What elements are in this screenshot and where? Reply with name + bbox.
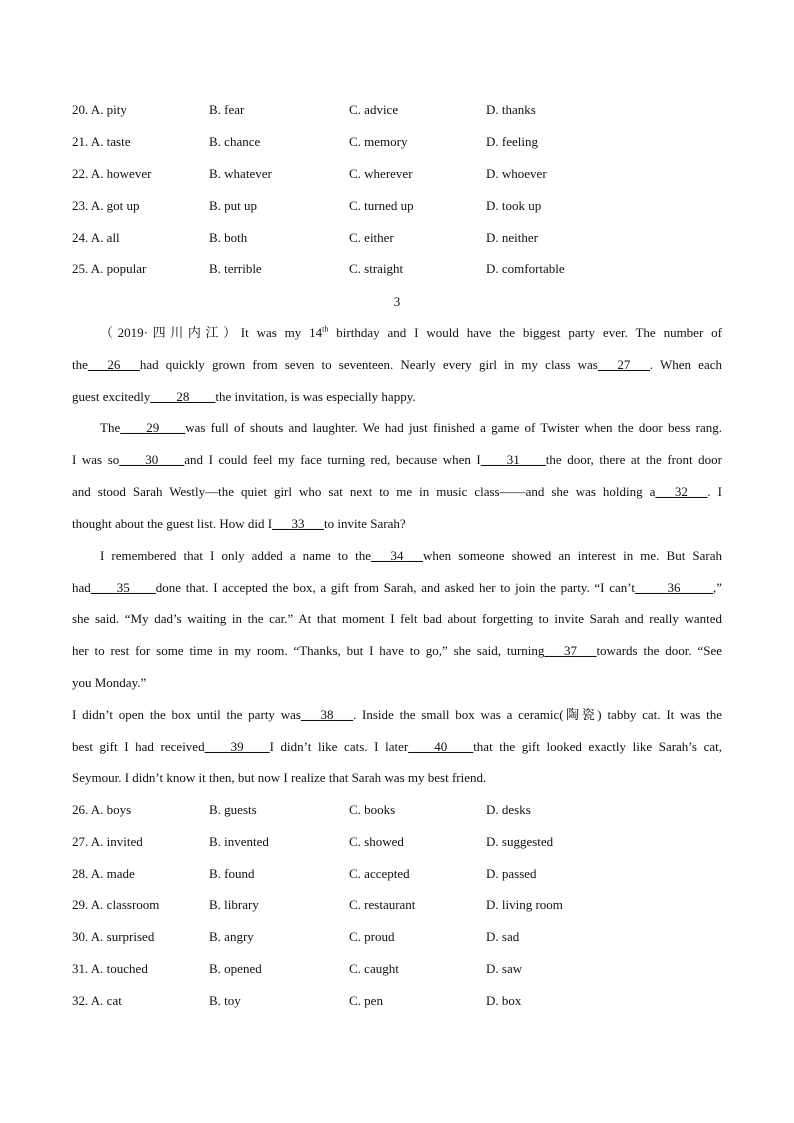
option-b: B. both (209, 230, 248, 245)
passage-line: best gift I had received____39____I didn’t like cats. I later____40____that the gift looked exactly like Sarah’s cat, (72, 739, 722, 754)
option-a: 20. A. pity (72, 102, 127, 117)
passage-line: Seymour. I didn’t know it then, but now I realize that Sarah was my best friend. (72, 770, 487, 785)
option-c: C. books (349, 802, 396, 817)
option-c: C. straight (349, 261, 404, 276)
option-c: C. advice (349, 102, 399, 117)
passage-line: the___26___had quickly grown from seven to seventeen. Nearly every girl in my class was___27___. When each (72, 357, 722, 372)
option-d: D. whoever (486, 166, 547, 181)
blank-31: ____31____ (480, 452, 546, 467)
option-b: B. put up (209, 198, 258, 213)
option-a: 25. A. popular (72, 261, 147, 276)
passage-line: had____35____done that. I accepted the box, a gift from Sarah, and asked her to join the party. “I can’t_____36_____,” (72, 580, 722, 595)
option-b: B. whatever (209, 166, 272, 181)
passage-line: The____29____was full of shouts and laughter. We had just finished a game of Twister when the door bess rang. (100, 420, 722, 435)
passage-line: she said. “My dad’s waiting in the car.” At that moment I felt bad about forgetting to invite Sarah and really wanted (72, 611, 722, 626)
option-b: B. chance (209, 134, 261, 149)
passage-line: （2019·四川内江）It was my 14th birthday and I would have the biggest party ever. The number of (100, 324, 722, 340)
blank-30: ____30____ (119, 452, 185, 467)
blank-33: ___33___ (272, 516, 325, 531)
blank-40: ____40____ (408, 739, 474, 754)
option-a: 21. A. taste (72, 134, 131, 149)
option-c: C. caught (349, 961, 399, 976)
passage-line: I remembered that I only added a name to the___34___when someone showed an interest in me. But Sarah (100, 548, 722, 563)
passage-line: thought about the guest list. How did I___33___to invite Sarah? (72, 516, 406, 531)
passage-line: I didn’t open the box until the party was___38___. Inside the small box was a ceramic(陶瓷) tabby cat. It was the (72, 707, 723, 722)
option-a: 22. A. however (72, 166, 152, 181)
option-a: 23. A. got up (72, 198, 140, 213)
option-d: D. comfortable (486, 261, 565, 276)
option-b: B. terrible (209, 261, 262, 276)
blank-27: ___27___ (597, 357, 650, 372)
option-c: C. showed (349, 834, 404, 849)
blank-29: ____29____ (120, 420, 186, 435)
option-b: B. fear (209, 102, 245, 117)
passage-line: and stood Sarah Westly—the quiet girl who sat next to me in music class——and she was holding a___32___. I (72, 484, 722, 499)
option-c: C. wherever (349, 166, 413, 181)
option-d: D. feeling (486, 134, 538, 149)
option-d: D. neither (486, 230, 538, 245)
blank-26: ___26___ (87, 357, 140, 372)
option-c: C. either (349, 230, 394, 245)
passage-line: her to rest for some time in my room. “Thanks, but I have to go,” she said, turning___37___towards the door. “See (72, 643, 722, 658)
blank-35: ____35____ (90, 580, 156, 595)
option-a: 31. A. touched (72, 961, 148, 976)
option-a: 28. A. made (72, 866, 135, 881)
blank-34: ___34___ (371, 548, 424, 563)
option-a: 24. A. all (72, 230, 120, 245)
option-b: B. angry (209, 929, 254, 944)
option-d: D. passed (486, 866, 537, 881)
option-d: D. sad (486, 929, 520, 944)
option-c: C. memory (349, 134, 408, 149)
blank-39: ____39____ (204, 739, 270, 754)
option-a: 26. A. boys (72, 802, 132, 817)
option-b: B. opened (209, 961, 262, 976)
option-d: D. suggested (486, 834, 554, 849)
option-c: C. pen (349, 993, 383, 1008)
section-number: 3 (393, 294, 401, 309)
option-d: D. saw (486, 961, 523, 976)
passage-line: guest excitedly____28____the invitation, is was especially happy. (72, 389, 416, 404)
blank-28: ____28____ (150, 389, 216, 404)
option-b: B. library (209, 897, 259, 912)
option-b: B. toy (209, 993, 241, 1008)
option-a: 29. A. classroom (72, 897, 160, 912)
blank-38: ___38___ (300, 707, 353, 722)
option-c: C. turned up (349, 198, 414, 213)
blank-32: ___32___ (655, 484, 708, 499)
option-c: C. proud (349, 929, 395, 944)
option-b: B. found (209, 866, 255, 881)
option-b: B. guests (209, 802, 257, 817)
passage-line: I was so____30____and I could feel my face turning red, because when I____31____the door, there at the front door (72, 452, 722, 467)
option-c: C. restaurant (349, 897, 416, 912)
option-b: B. invented (209, 834, 269, 849)
blank-36: _____36_____ (634, 580, 713, 595)
passage-line: you Monday.” (72, 675, 147, 690)
blank-37: ___37___ (544, 643, 597, 658)
option-d: D. took up (486, 198, 542, 213)
option-d: D. box (486, 993, 522, 1008)
option-d: D. desks (486, 802, 531, 817)
option-c: C. accepted (349, 866, 410, 881)
option-a: 27. A. invited (72, 834, 143, 849)
option-a: 32. A. cat (72, 993, 122, 1008)
option-a: 30. A. surprised (72, 929, 155, 944)
option-d: D. living room (486, 897, 563, 912)
option-d: D. thanks (486, 102, 536, 117)
